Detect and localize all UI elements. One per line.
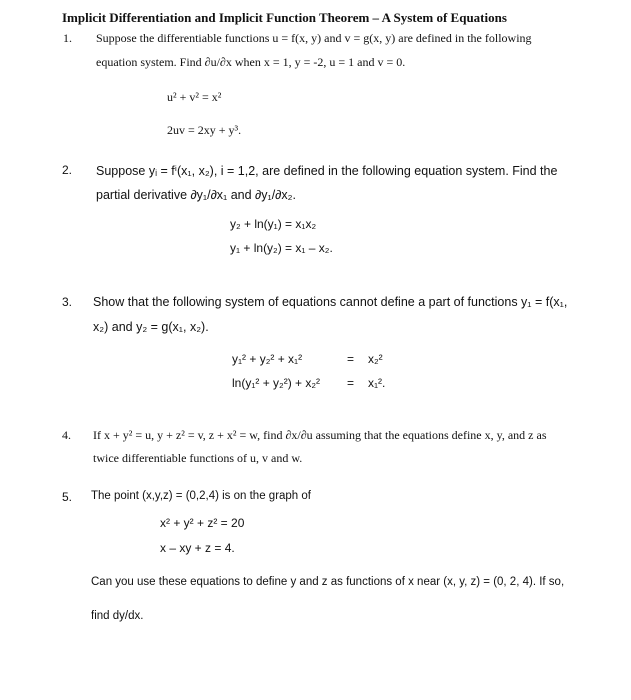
- problem-5-equation-2: x – xy + z = 4.: [160, 541, 235, 555]
- problem-3-equation-2-lhs: ln(y₁² + y₂²) + x₂²: [232, 376, 321, 390]
- problem-3-number: 3.: [62, 295, 73, 309]
- problem-1-equation-2: 2uv = 2xy + y³.: [167, 123, 242, 137]
- problem-3-equation-1-lhs: y₁² + y₂² + x₁²: [232, 352, 303, 366]
- problem-3-equation-2-sign: =: [347, 376, 355, 390]
- problem-1-equation-1: u² + v² = x²: [167, 90, 222, 104]
- problem-5-equation-1: x² + y² + z² = 20: [160, 516, 245, 530]
- problem-4-line-1: If x + y² = u, y + z² = v, z + x² = w, find ∂x/∂u assuming that the equations define x, y, and z as: [93, 428, 547, 442]
- problem-2-line-2: partial derivative ∂y₁/∂x₁ and ∂y₁/∂x₂.: [96, 188, 296, 202]
- problem-2-line-1: Suppose yᵢ = fⁱ(x₁, x₂), i = 1,2, are defined in the following equation system. Find the: [96, 164, 558, 178]
- problem-5-line-2: Can you use these equations to define y and z as functions of x near (x, y, z) = (0, 2, 4). If so,: [91, 576, 565, 588]
- problem-1-line-2: equation system. Find ∂u/∂x when x = 1, y = -2, u = 1 and v = 0.: [96, 55, 406, 69]
- problem-1-number: 1.: [63, 31, 72, 45]
- problem-1-line-1: Suppose the differentiable functions u = f(x, y) and v = g(x, y) are defined in the following: [96, 31, 532, 45]
- problem-4-number: 4.: [62, 428, 71, 442]
- problem-2-equation-1: y₂ + ln(y₁) = x₁x₂: [230, 217, 317, 231]
- problem-5-line-1: The point (x,y,z) = (0,2,4) is on the graph of: [91, 490, 311, 502]
- problem-2-number: 2.: [62, 163, 73, 177]
- problem-3-equation-1-rhs: x₂²: [368, 352, 383, 366]
- problem-3-line-2: x₂) and y₂ = g(x₁, x₂).: [93, 320, 209, 334]
- problem-4-line-2: twice differentiable functions of u, v and w.: [93, 451, 303, 465]
- problem-3-equation-1-sign: =: [347, 352, 355, 366]
- problem-5-number: 5.: [62, 490, 73, 504]
- problem-5-line-3: find dy/dx.: [91, 610, 144, 622]
- problem-2-equation-2: y₁ + ln(y₂) = x₁ – x₂.: [230, 241, 333, 255]
- problem-3-equation-2-rhs: x₁².: [368, 376, 386, 390]
- page-title: Implicit Differentiation and Implicit Function Theorem – A System of Equations: [62, 10, 507, 25]
- problem-3-line-1: Show that the following system of equations cannot define a part of functions y₁ = f(x₁,: [93, 295, 568, 309]
